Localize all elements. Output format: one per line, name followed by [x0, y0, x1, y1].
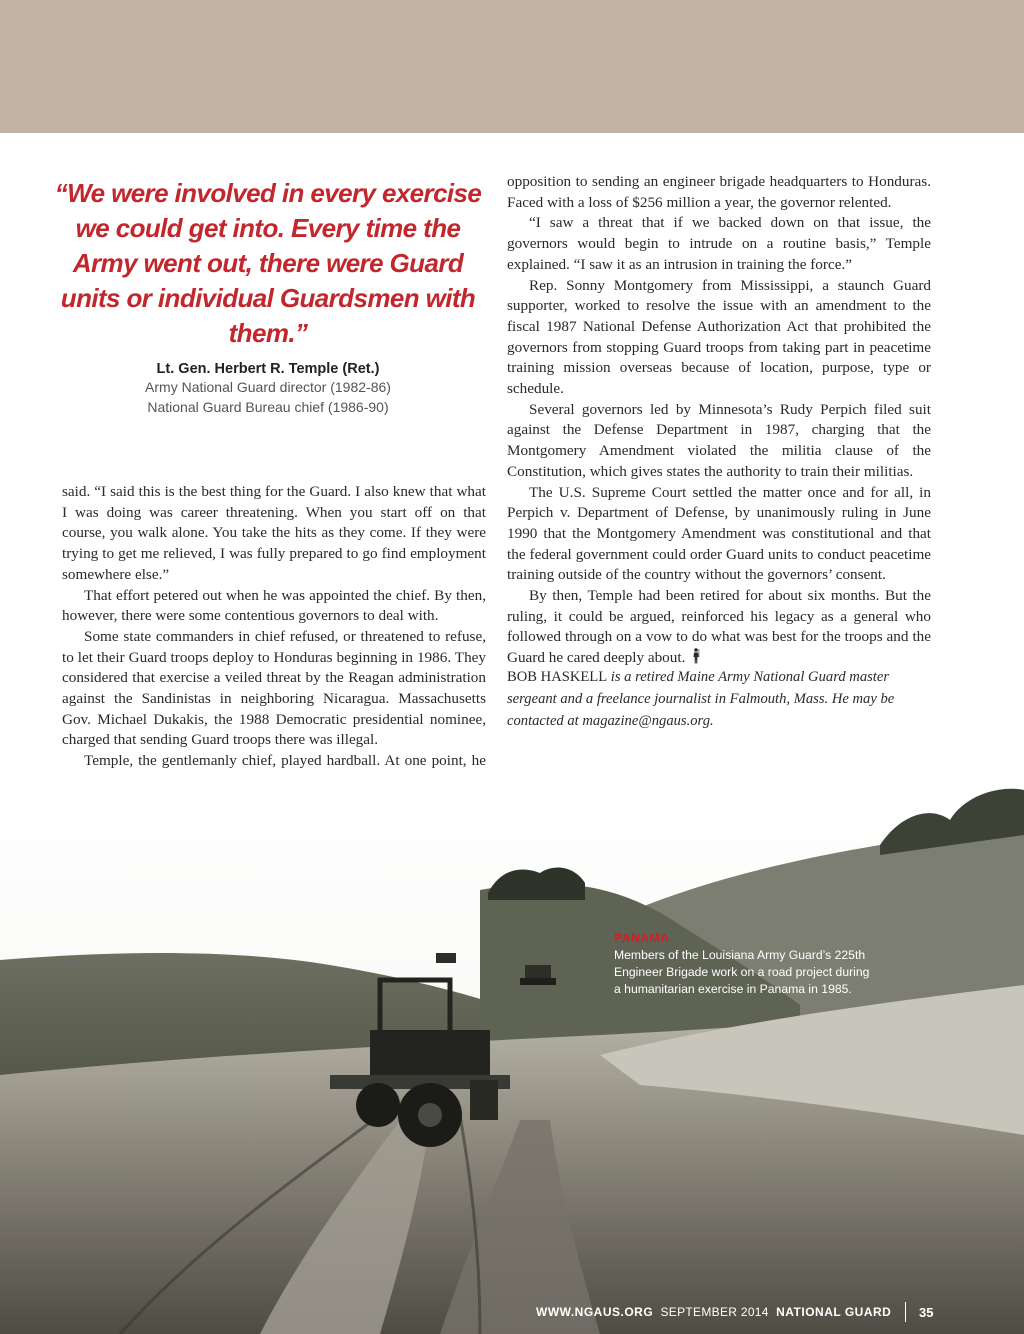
- page-number: 35: [919, 1304, 934, 1320]
- author-bio: [507, 666, 937, 732]
- paragraph: Several governors led by Minnesota’s Rudy Perpich filed suit against the Defense Department in 1987, charging that the Montgomery Amendment violated the militia clause of the Constitution, which gives states the authority to train their militias.: [507, 400, 931, 480]
- paragraph: said. “I said this is the best thing for the Guard. I also knew that what I was doing was career threatening. When you start off on that course, you walk alone. You take the hits as they come. If they were trying to get me relieved, I was fully prepared to go find employment somewhere else.”: [62, 483, 486, 583]
- paragraph: Some state commanders in chief refused, or threatened to refuse, to let their Guard troops deploy to Honduras beginning in 1986. They considered that exercise a veiled threat by the Reagan administration against the Sandinistas in neighboring Nicaragua. Massachusetts Gov. Michael Dukakis, the 1988 Democratic presidential nominee, charged that sending Guard troops there was illegal.: [62, 627, 486, 749]
- body-column-right: [507, 172, 931, 669]
- paragraph: Rep. Sonny Montgomery from Mississippi, a staunch Guard supporter, worked to resolve the issue with an amendment to the fiscal 1987 National Defense Authorization Act that prohibited the governors from stopping Guard troops from taking part in peacetime training mission overseas because of location, purpose, type or schedule.: [507, 276, 931, 398]
- paragraph: “I saw a threat that if we backed down on that issue, the governors would begin to intrude on a routine basis,” Temple explained. “I saw it as an intrusion in training the force.”: [507, 214, 931, 273]
- page-footer: [536, 1302, 1006, 1320]
- road-grader-photo: [0, 775, 1024, 1334]
- footer-magazine-name: NATIONAL GUARD: [776, 1305, 892, 1319]
- paragraph: That effort petered out when he was appointed the chief. By then, however, there were some contentious governors to deal with.: [62, 586, 486, 625]
- pull-quote-attribution: Lt. Gen. Herbert R. Temple (Ret.): [156, 361, 380, 377]
- paragraph: opposition to sending an engineer brigade headquarters to Honduras. Faced with a loss of $256 million a year, the governor relented.: [507, 173, 931, 211]
- author-bio-text: is a retired Maine Army National Guard master sergeant and a freelance journalist in Falmouth, Mass. He may be contacted at magazine@ngaus.org.: [507, 669, 895, 729]
- caption-heading: PANAMA: [614, 931, 670, 945]
- last-paragraph: [507, 586, 931, 669]
- footer-divider: [905, 1302, 906, 1322]
- pull-quote: [48, 176, 488, 417]
- paragraph: Temple, the gentlemanly chief, played hardball. At one point, he: [84, 752, 486, 770]
- pull-quote-role-1: Army National Guard director (1982-86): [145, 379, 391, 395]
- pull-quote-role-2: National Guard Bureau chief (1986-90): [147, 399, 389, 415]
- photo-credit: NGB: [60, 958, 78, 967]
- paragraph-text: By then, Temple had been retired for about six months. But the ruling, it could be argued, reinforced his legacy as a general who followed through on a vow to do what was best for the troops and the Guard he cared deeply about.: [507, 587, 931, 667]
- footer-date: SEPTEMBER 2014: [660, 1305, 769, 1319]
- pull-quote-text: “We were involved in every exercise we could get into. Every time the Army went out, there were Guard units or individual Guardsmen with them.”: [54, 178, 482, 348]
- author-name: BOB HASKELL: [507, 669, 608, 685]
- top-color-band: [0, 0, 1024, 133]
- body-column-left: [62, 482, 486, 813]
- caption-text: Members of the Louisiana Army Guard’s 225th Engineer Brigade work on a road project during a humanitarian exercise in Panama in 1985.: [614, 948, 870, 996]
- footer-url: WWW.NGAUS.ORG: [536, 1305, 654, 1319]
- paragraph: The U.S. Supreme Court settled the matter once and for all, in Perpich v. Department of Defense, by unanimously ruling in June 1990 that the Montgomery Amendment was constitutional and that the federal government could order Guard units to conduct peacetime training outside of the country without the governors’ consent.: [507, 483, 931, 584]
- soldier-end-mark-icon: [691, 648, 701, 664]
- photo-caption: [614, 930, 874, 998]
